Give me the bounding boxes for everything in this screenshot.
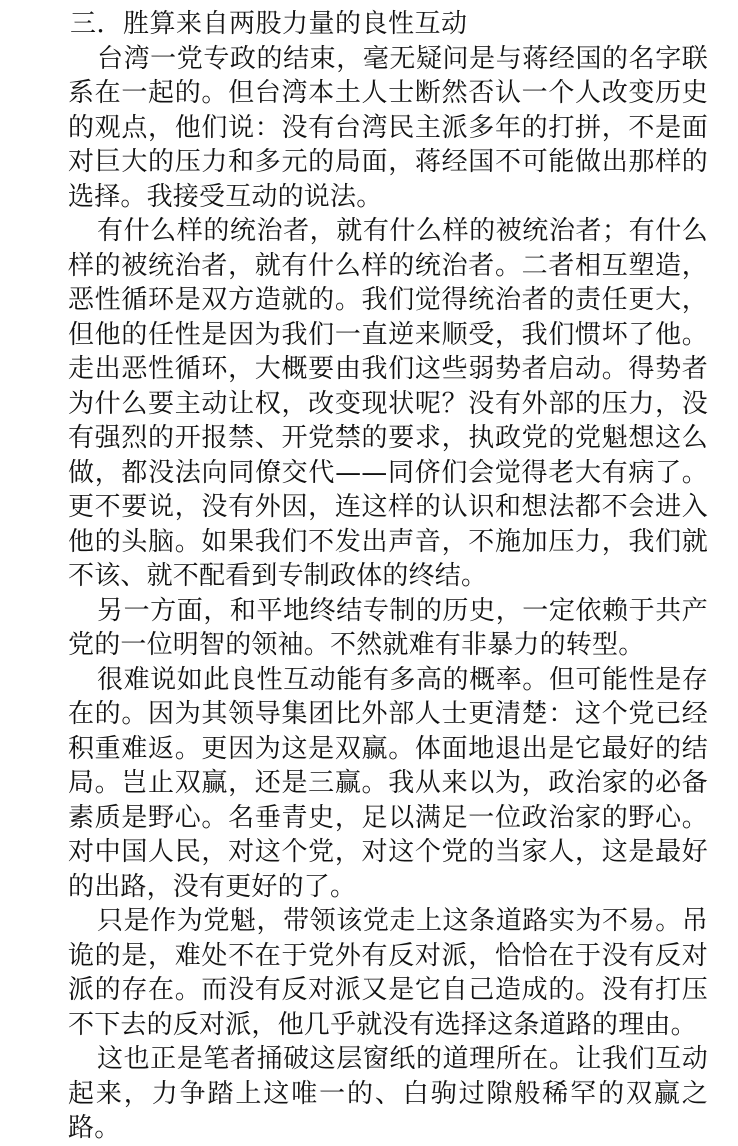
paragraph-1: 台湾一党专政的结束，毫无疑问是与蒋经国的名字联系在一起的。但台湾本土人士断然否认一个人改变历史的观点，他们说：没有台湾民主派多年的打拼，不是面对巨大的压力和多元的局面，蒋经国不可能做出那样的选择。我接受互动的说法。 (68, 43, 708, 212)
paragraph-2: 有什么样的统治者，就有什么样的被统治者；有什么样的被统治者，就有什么样的统治者。二者相互塑造，恶性循环是双方造就的。我们觉得统治者的责任更大，但他的任性是因为我们一直逆来顺受，我们惯坏了他。走出恶性循环，大概要由我们这些弱势者启动。得势者为什么要主动让权，改变现状呢？没有外部的压力，没有强烈的开报禁、开党禁的要求，执政党的党魁想这么做，都没法向同僚交代——同侪们会觉得老大有病了。更不要说，没有外因，连这样的认识和想法都不会进入他的头脑。如果我们不发出声音，不施加压力，我们就不该、就不配看到专制政体的终结。 (68, 216, 708, 591)
paragraph-3: 另一方面，和平地终结专制的历史，一定依赖于共产党的一位明智的领袖。不然就难有非暴力的转型。 (68, 595, 708, 660)
paragraph-4: 很难说如此良性互动能有多高的概率。但可能性是存在的。因为其领导集团比外部人士更清楚：这个党已经积重难返。更因为这是双赢。体面地退出是它最好的结局。岂止双赢，还是三赢。我从来以为，政治家的必备素质是野心。名垂青史，足以满足一位政治家的野心。对中国人民，对这个党，对这个党的当家人，这是最好的出路，没有更好的了。 (68, 664, 708, 902)
paragraph-5: 只是作为党魁，带领该党走上这条道路实为不易。吊诡的是，难处不在于党外有反对派，恰恰在于没有反对派的存在。而没有反对派又是它自己造成的。没有打压不下去的反对派，他几乎就没有选择这条道路的理由。 (68, 906, 708, 1040)
section-heading: 三．胜算来自两股力量的良性互动 (70, 9, 468, 39)
paragraph-6: 这也正是笔者捅破这层窗纸的道理所在。让我们互动起来，力争踏上这唯一的、白驹过隙般稀罕的双赢之路。 (68, 1044, 708, 1143)
